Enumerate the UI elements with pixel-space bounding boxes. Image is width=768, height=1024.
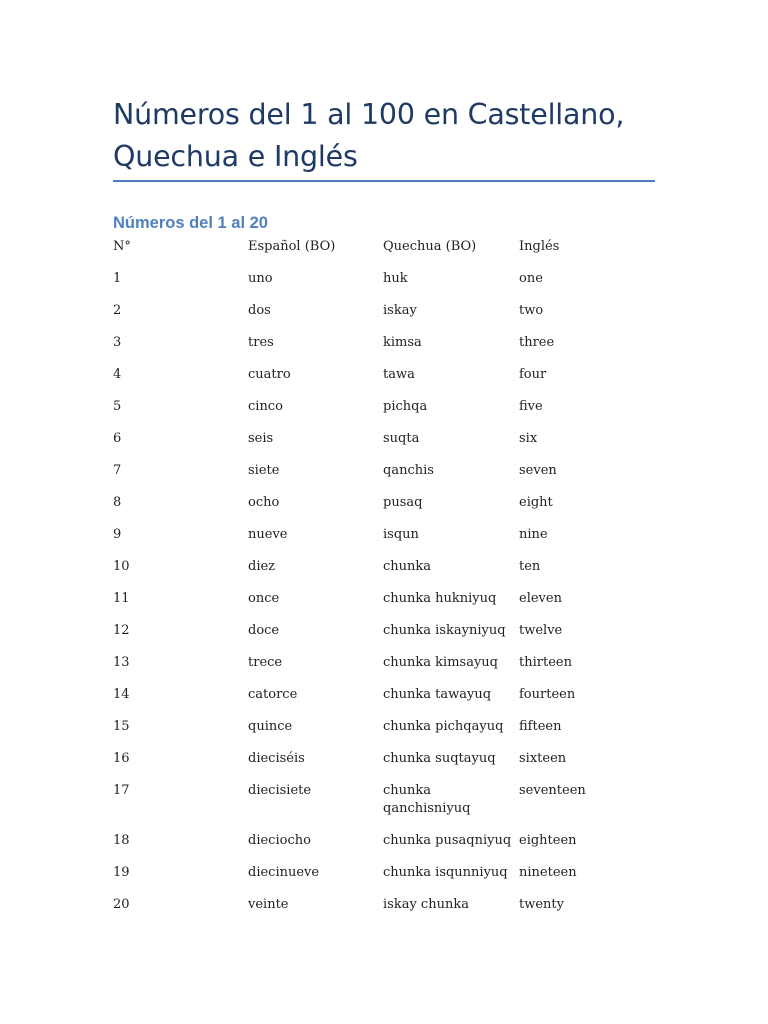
cell-quechua: chunka qanchisniyuq	[383, 783, 471, 816]
cell-number: 10	[113, 559, 130, 574]
cell-english: seven	[519, 463, 557, 478]
table-row	[113, 268, 673, 300]
cell-spanish: quince	[248, 719, 293, 734]
table-row	[113, 620, 673, 652]
cell-english: five	[519, 399, 543, 414]
cell-quechua: chunka suqtayuq	[383, 751, 496, 766]
cell-quechua: chunka pichqayuq	[383, 719, 504, 734]
cell-spanish: veinte	[248, 897, 289, 912]
cell-english: seventeen	[519, 783, 586, 798]
cell-quechua: chunka pusaqniyuq	[383, 833, 512, 848]
table-row	[113, 300, 673, 332]
cell-quechua: kimsa	[383, 335, 422, 350]
cell-quechua: chunka	[383, 559, 432, 574]
cell-spanish: dieciocho	[248, 833, 311, 848]
cell-number: 9	[113, 527, 122, 542]
cell-spanish: nueve	[248, 527, 288, 542]
cell-english: one	[519, 271, 543, 286]
cell-spanish: diecisiete	[248, 783, 312, 798]
table-header-row	[113, 236, 673, 268]
cell-quechua: pusaq	[383, 495, 423, 510]
table-row	[113, 780, 673, 830]
cell-english: sixteen	[519, 751, 567, 766]
table-row	[113, 652, 673, 684]
cell-spanish: diecinueve	[248, 865, 320, 880]
cell-spanish: doce	[248, 623, 280, 638]
cell-quechua: suqta	[383, 431, 420, 446]
table-row	[113, 428, 673, 460]
cell-number: 4	[113, 367, 122, 382]
cell-number: 11	[113, 591, 130, 606]
cell-spanish: trece	[248, 655, 283, 670]
cell-number: 17	[113, 783, 130, 798]
table-row	[113, 588, 673, 620]
cell-spanish: dos	[248, 303, 271, 318]
cell-number: 1	[113, 271, 122, 286]
cell-spanish: ocho	[248, 495, 280, 510]
cell-spanish: siete	[248, 463, 280, 478]
cell-english: ten	[519, 559, 541, 574]
title-underline-rule	[113, 180, 655, 182]
table-row	[113, 894, 673, 926]
cell-spanish: once	[248, 591, 280, 606]
cell-quechua: iskay	[383, 303, 417, 318]
cell-number: 14	[113, 687, 130, 702]
numbers-table	[113, 236, 673, 926]
cell-quechua: chunka iskayniyuq	[383, 623, 506, 638]
cell-number: 2	[113, 303, 122, 318]
cell-english: eight	[519, 495, 553, 510]
cell-number: 12	[113, 623, 130, 638]
table-row	[113, 716, 673, 748]
cell-spanish: uno	[248, 271, 273, 286]
cell-english: thirteen	[519, 655, 572, 670]
header-spanish: Español (BO)	[248, 239, 336, 254]
cell-english: four	[519, 367, 547, 382]
cell-english: six	[519, 431, 538, 446]
cell-spanish: catorce	[248, 687, 298, 702]
cell-number: 3	[113, 335, 122, 350]
cell-number: 15	[113, 719, 130, 734]
cell-english: two	[519, 303, 544, 318]
cell-number: 7	[113, 463, 122, 478]
cell-quechua: huk	[383, 271, 408, 286]
table-row	[113, 460, 673, 492]
header-quechua: Quechua (BO)	[383, 239, 477, 254]
cell-quechua: isqun	[383, 527, 419, 542]
cell-number: 20	[113, 897, 130, 912]
table-row	[113, 332, 673, 364]
table-row	[113, 524, 673, 556]
table-row	[113, 492, 673, 524]
document-title: Números del 1 al 100 en Castellano, Quechua e Inglés	[113, 98, 625, 173]
table-row	[113, 684, 673, 716]
cell-english: nineteen	[519, 865, 577, 880]
cell-quechua: pichqa	[383, 399, 428, 414]
table-row	[113, 396, 673, 428]
cell-number: 5	[113, 399, 122, 414]
cell-quechua: chunka kimsayuq	[383, 655, 498, 670]
cell-spanish: diez	[248, 559, 276, 574]
cell-number: 6	[113, 431, 122, 446]
cell-quechua: chunka isqunniyuq	[383, 865, 508, 880]
cell-number: 19	[113, 865, 130, 880]
cell-english: three	[519, 335, 555, 350]
cell-english: nine	[519, 527, 548, 542]
cell-spanish: cinco	[248, 399, 283, 414]
cell-spanish: seis	[248, 431, 274, 446]
table-row	[113, 862, 673, 894]
cell-english: twelve	[519, 623, 563, 638]
cell-number: 16	[113, 751, 130, 766]
table-row	[113, 364, 673, 396]
section-heading: Números del 1 al 20	[113, 214, 268, 232]
cell-number: 18	[113, 833, 130, 848]
header-number: N°	[113, 239, 131, 254]
table-row	[113, 830, 673, 862]
cell-english: eighteen	[519, 833, 577, 848]
cell-quechua: tawa	[383, 367, 415, 382]
cell-english: eleven	[519, 591, 562, 606]
cell-english: twenty	[519, 897, 564, 912]
cell-spanish: dieciséis	[248, 751, 305, 766]
table-row	[113, 748, 673, 780]
cell-quechua: qanchis	[383, 463, 434, 478]
cell-english: fourteen	[519, 687, 576, 702]
header-english: Inglés	[519, 239, 560, 254]
cell-spanish: cuatro	[248, 367, 291, 382]
cell-spanish: tres	[248, 335, 274, 350]
cell-quechua: iskay chunka	[383, 897, 469, 912]
table-row	[113, 556, 673, 588]
cell-quechua: chunka tawayuq	[383, 687, 492, 702]
cell-number: 13	[113, 655, 130, 670]
cell-quechua: chunka hukniyuq	[383, 591, 497, 606]
cell-number: 8	[113, 495, 122, 510]
cell-english: fifteen	[519, 719, 562, 734]
